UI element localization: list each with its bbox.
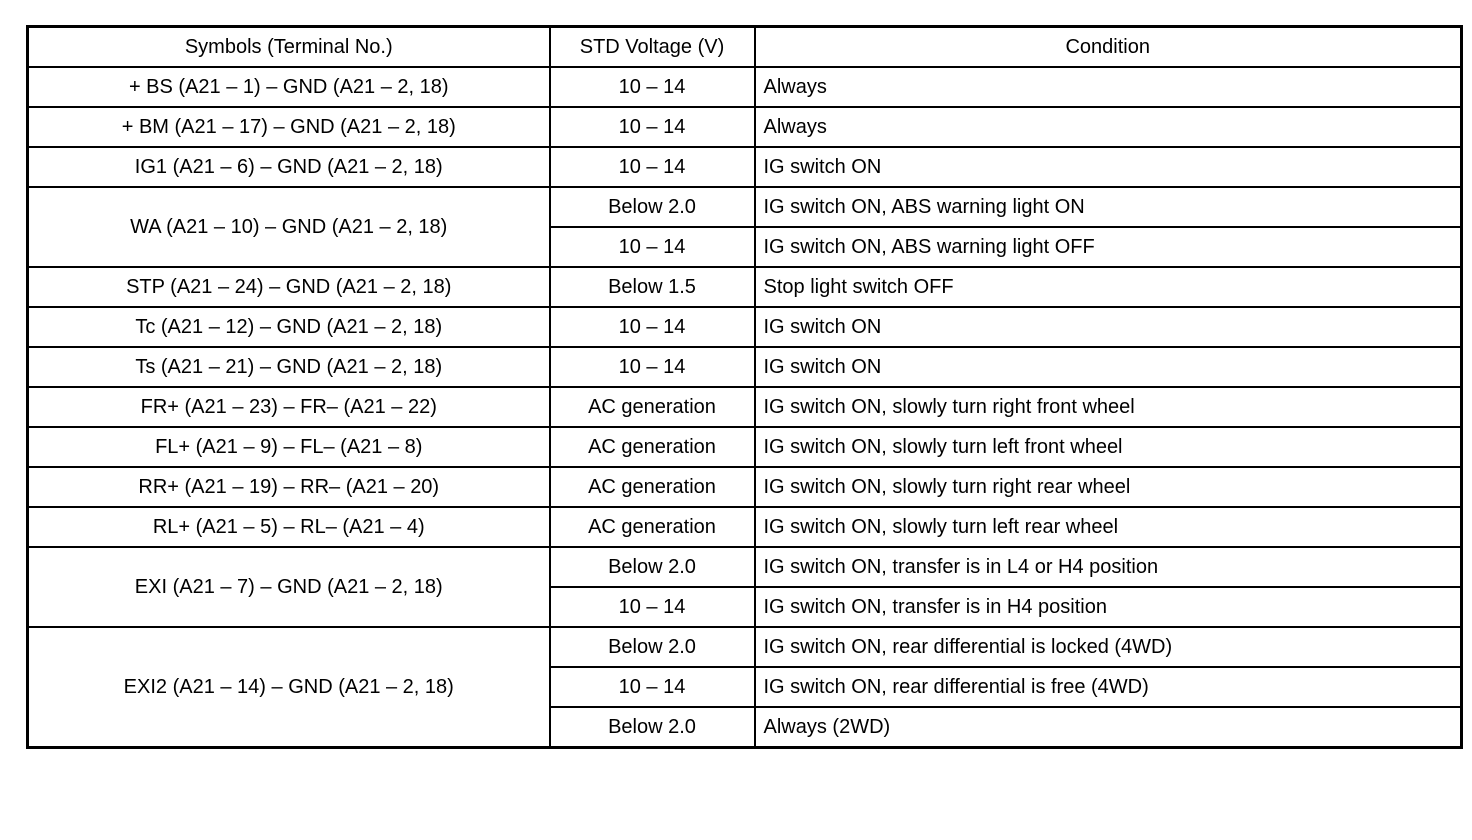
condition-cell: IG switch ON, rear differential is free (4WD) [755, 667, 1462, 707]
condition-cell: IG switch ON, slowly turn right rear wheel [755, 467, 1462, 507]
symbol-cell: FL+ (A21 – 9) – FL– (A21 – 8) [28, 427, 550, 467]
condition-cell: IG switch ON [755, 147, 1462, 187]
voltage-cell: Below 2.0 [550, 187, 755, 227]
header-symbols: Symbols (Terminal No.) [28, 27, 550, 68]
table-row [28, 387, 1462, 427]
voltage-cell: 10 – 14 [550, 227, 755, 267]
condition-cell: IG switch ON, ABS warning light ON [755, 187, 1462, 227]
condition-cell: IG switch ON, slowly turn right front wheel [755, 387, 1462, 427]
condition-cell: Always [755, 107, 1462, 147]
voltage-cell: 10 – 14 [550, 587, 755, 627]
voltage-cell: 10 – 14 [550, 667, 755, 707]
table-row [28, 67, 1462, 107]
symbol-cell: EXI2 (A21 – 14) – GND (A21 – 2, 18) [28, 627, 550, 748]
symbol-cell: RL+ (A21 – 5) – RL– (A21 – 4) [28, 507, 550, 547]
header-condition: Condition [755, 27, 1462, 68]
condition-cell: IG switch ON [755, 307, 1462, 347]
voltage-cell: Below 2.0 [550, 547, 755, 587]
header-std-voltage: STD Voltage (V) [550, 27, 755, 68]
condition-cell: IG switch ON, rear differential is locked (4WD) [755, 627, 1462, 667]
table-row [28, 187, 1462, 227]
symbol-cell: + BM (A21 – 17) – GND (A21 – 2, 18) [28, 107, 550, 147]
table-row [28, 347, 1462, 387]
voltage-cell: Below 2.0 [550, 627, 755, 667]
table-row [28, 147, 1462, 187]
voltage-cell: Below 1.5 [550, 267, 755, 307]
condition-cell: IG switch ON, slowly turn left rear wheel [755, 507, 1462, 547]
voltage-cell: AC generation [550, 427, 755, 467]
symbol-cell: WA (A21 – 10) – GND (A21 – 2, 18) [28, 187, 550, 267]
voltage-cell: AC generation [550, 467, 755, 507]
condition-cell: IG switch ON, slowly turn left front wheel [755, 427, 1462, 467]
table-row [28, 507, 1462, 547]
voltage-cell: 10 – 14 [550, 307, 755, 347]
table-row [28, 427, 1462, 467]
voltage-cell: AC generation [550, 507, 755, 547]
symbol-cell: IG1 (A21 – 6) – GND (A21 – 2, 18) [28, 147, 550, 187]
symbol-cell: + BS (A21 – 1) – GND (A21 – 2, 18) [28, 67, 550, 107]
symbol-cell: Ts (A21 – 21) – GND (A21 – 2, 18) [28, 347, 550, 387]
table-row [28, 627, 1462, 667]
symbol-cell: RR+ (A21 – 19) – RR– (A21 – 20) [28, 467, 550, 507]
condition-cell: Stop light switch OFF [755, 267, 1462, 307]
voltage-cell: 10 – 14 [550, 107, 755, 147]
condition-cell: Always (2WD) [755, 707, 1462, 748]
voltage-cell: 10 – 14 [550, 67, 755, 107]
table-row [28, 547, 1462, 587]
symbol-cell: EXI (A21 – 7) – GND (A21 – 2, 18) [28, 547, 550, 627]
terminal-voltage-table [26, 25, 1463, 749]
voltage-cell: Below 2.0 [550, 707, 755, 748]
condition-cell: Always [755, 67, 1462, 107]
table-row [28, 267, 1462, 307]
symbol-cell: FR+ (A21 – 23) – FR– (A21 – 22) [28, 387, 550, 427]
voltage-cell: AC generation [550, 387, 755, 427]
table-header-row [28, 27, 1462, 68]
table-row [28, 107, 1462, 147]
condition-cell: IG switch ON, ABS warning light OFF [755, 227, 1462, 267]
table-row [28, 467, 1462, 507]
symbol-cell: Tc (A21 – 12) – GND (A21 – 2, 18) [28, 307, 550, 347]
voltage-cell: 10 – 14 [550, 347, 755, 387]
voltage-cell: 10 – 14 [550, 147, 755, 187]
symbol-cell: STP (A21 – 24) – GND (A21 – 2, 18) [28, 267, 550, 307]
condition-cell: IG switch ON [755, 347, 1462, 387]
condition-cell: IG switch ON, transfer is in L4 or H4 position [755, 547, 1462, 587]
table-row [28, 307, 1462, 347]
condition-cell: IG switch ON, transfer is in H4 position [755, 587, 1462, 627]
